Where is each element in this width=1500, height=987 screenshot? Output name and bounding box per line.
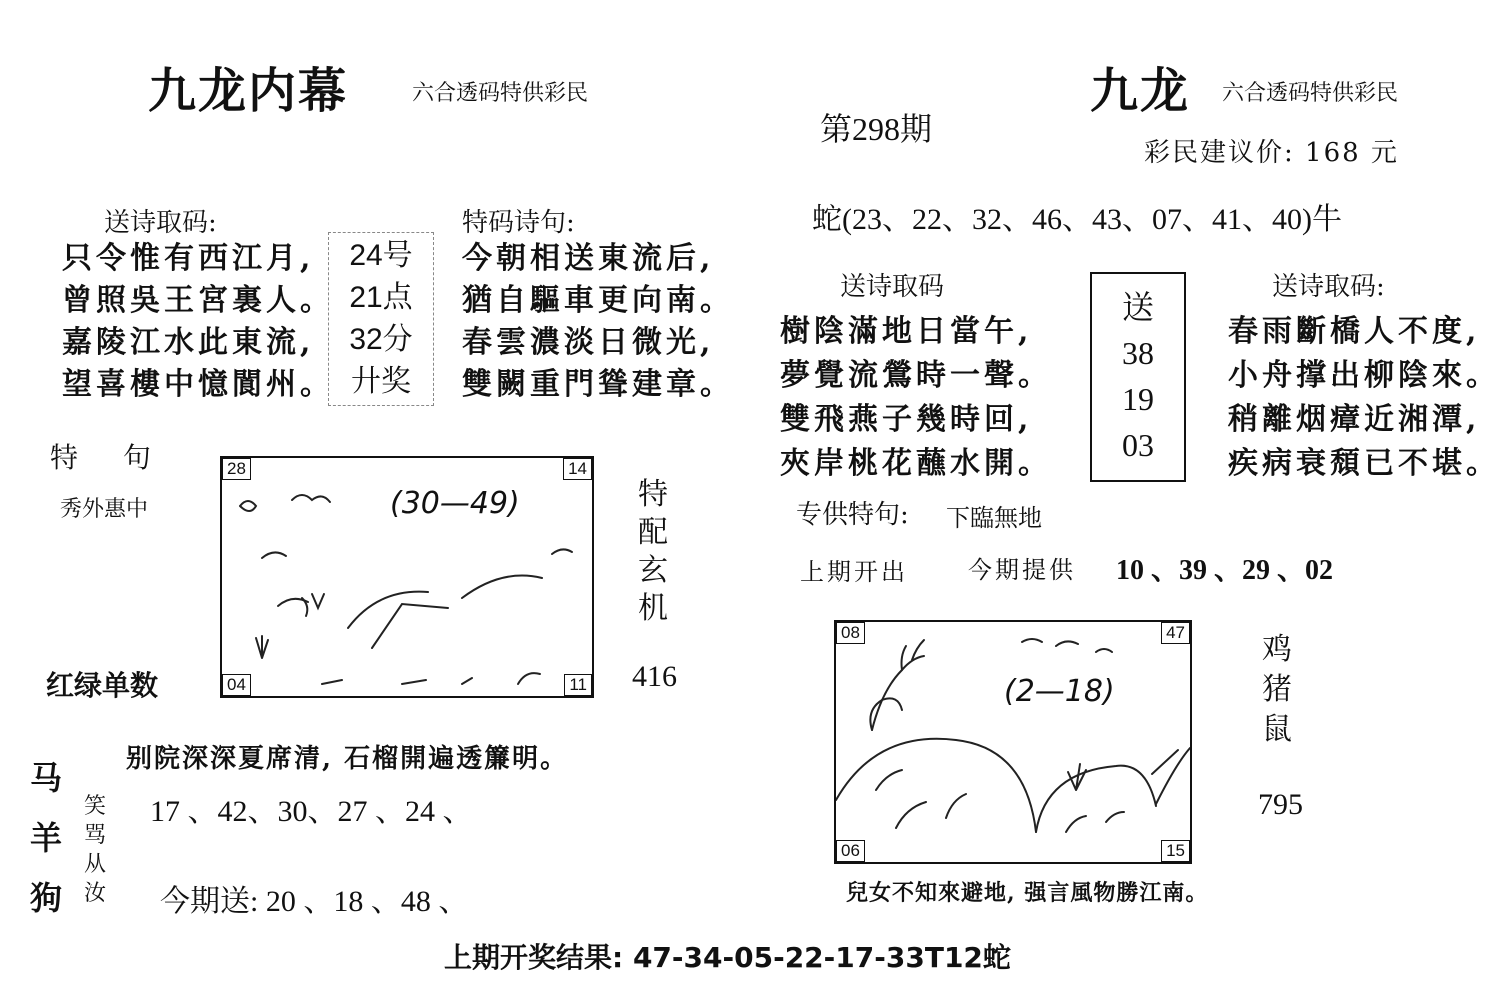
te-ju-phrase: 秀外惠中 [60,497,149,522]
poem-line: 樹陰滿地日當午, [780,314,1033,349]
provide-label: 今期提供 [968,556,1076,584]
right-picture [834,620,1192,864]
animal-char: 狗 [30,879,63,917]
left-numbers: 17 、42、30、27 、24 、 [150,795,473,828]
right-poem-header-left: 送诗取码 [840,272,945,302]
side-vertical-text [638,476,668,628]
phrase-char: 笑 [84,794,107,819]
poem-line: 春雨斷橋人不度, [1228,314,1481,349]
animal-char: 羊 [30,819,63,857]
poem-line: 嘉陵江水此東流, [62,325,315,360]
send-box-line: 19 [1122,381,1154,417]
animal-char: 马 [30,759,63,797]
price: 彩民建议价: 168 元 [1144,138,1399,168]
phrase-char: 从 [84,852,107,877]
poem-line: 夢覺流鶯時一聲。 [780,358,1052,393]
draw-info-line: 21点 [349,281,413,314]
poem-line: 雙闕重門聳建章。 [462,367,734,402]
corner-number: 06 [836,840,865,862]
corner-number: 14 [563,458,592,480]
left-title: 九龙内幕 [148,63,349,119]
corner-number: 28 [222,458,251,480]
poem-line: 今朝相送東流后, [462,241,715,276]
right-poem-right [1228,310,1500,486]
left-picture [220,456,594,698]
hills-sketch [836,622,1190,862]
left-send-line: 今期送: 20 、18 、48 、 [160,885,469,918]
provide-numbers: 10 、39 、29 、02 [1116,555,1334,586]
tema-header: 特码诗句: [462,208,575,238]
animal-char: 鸡 [1262,632,1292,667]
right-poem-header-right: 送诗取码: [1272,272,1385,302]
poem-line: 只令惟有西江月, [62,241,315,276]
poem-line: 曾照吳王宮裏人。 [62,283,334,318]
picture-note: (2—18) [1004,674,1115,709]
vertical-char: 配 [638,515,668,550]
left-phrase-vertical [84,792,106,908]
poem-line: 望喜樓中憶閬州。 [62,367,334,402]
special-label: 专供特句: [796,500,909,530]
corner-number: 15 [1161,840,1190,862]
special-text: 下臨無地 [946,504,1042,532]
last-result: 上期开奖结果: 47-34-05-22-17-33T12蛇 [444,941,1011,974]
animal-char: 猪 [1262,672,1292,707]
corner-number: 08 [836,622,865,644]
send-box-line: 03 [1122,427,1154,463]
te-ju-label: 特 句 [50,441,169,474]
left-poem [62,238,334,406]
last-open-label: 上期开出 [800,558,908,586]
poem-line: 春雲濃淡日微光, [462,325,715,360]
corner-number: 11 [564,674,592,696]
draw-info-box [328,232,434,406]
corner-number: 04 [222,674,251,696]
draw-info-line: 廾奖 [351,365,411,398]
tema-poem [462,238,734,406]
animal-char: 鼠 [1262,712,1292,747]
send-box-line: 38 [1122,335,1154,371]
vertical-char: 特 [638,477,668,512]
draw-info-line: 32分 [349,323,413,356]
left-subtitle: 六合透码特供彩民 [412,81,589,106]
landscape-sketch [222,458,592,696]
left-poem-header: 送诗取码: [104,208,217,238]
right-animals [1262,630,1292,750]
snake-line: 蛇(23、22、32、46、43、07、41、40)牛 [812,203,1342,236]
color-number: 416 [632,660,677,693]
phrase-char: 汝 [84,881,107,906]
draw-info-line: 24号 [349,239,413,272]
picture-note: (30—49) [390,486,520,521]
vertical-char: 机 [638,591,668,626]
right-title: 九龙 [1090,63,1191,119]
poem-line: 夾岸桃花蘸水開。 [780,446,1052,481]
send-box-line: 送 [1121,289,1154,325]
corner-number: 47 [1161,622,1190,644]
issue-number: 第298期 [820,111,933,147]
poem-line: 疾病衰頹已不堪。 [1228,446,1500,481]
color-label: 红绿单数 [46,669,159,702]
phrase-char: 骂 [84,823,107,848]
right-animals-number: 795 [1258,788,1303,821]
vertical-char: 玄 [638,553,668,588]
poem-line: 小舟撑出柳陰來。 [1228,358,1500,393]
left-verse: 别院深深夏席清, 石榴開遍透簾明。 [126,744,569,774]
poem-line: 猶自驅車更向南。 [462,283,734,318]
send-box [1090,272,1186,482]
right-subtitle: 六合透码特供彩民 [1222,81,1399,106]
poem-line: 雙飛燕子幾時回, [780,402,1033,437]
right-poem-left [780,310,1052,486]
left-animals [30,748,62,928]
poem-line: 稍離烟瘴近湘潭, [1228,402,1481,437]
right-caption: 兒女不知來避地, 强言風物勝江南。 [846,880,1209,906]
